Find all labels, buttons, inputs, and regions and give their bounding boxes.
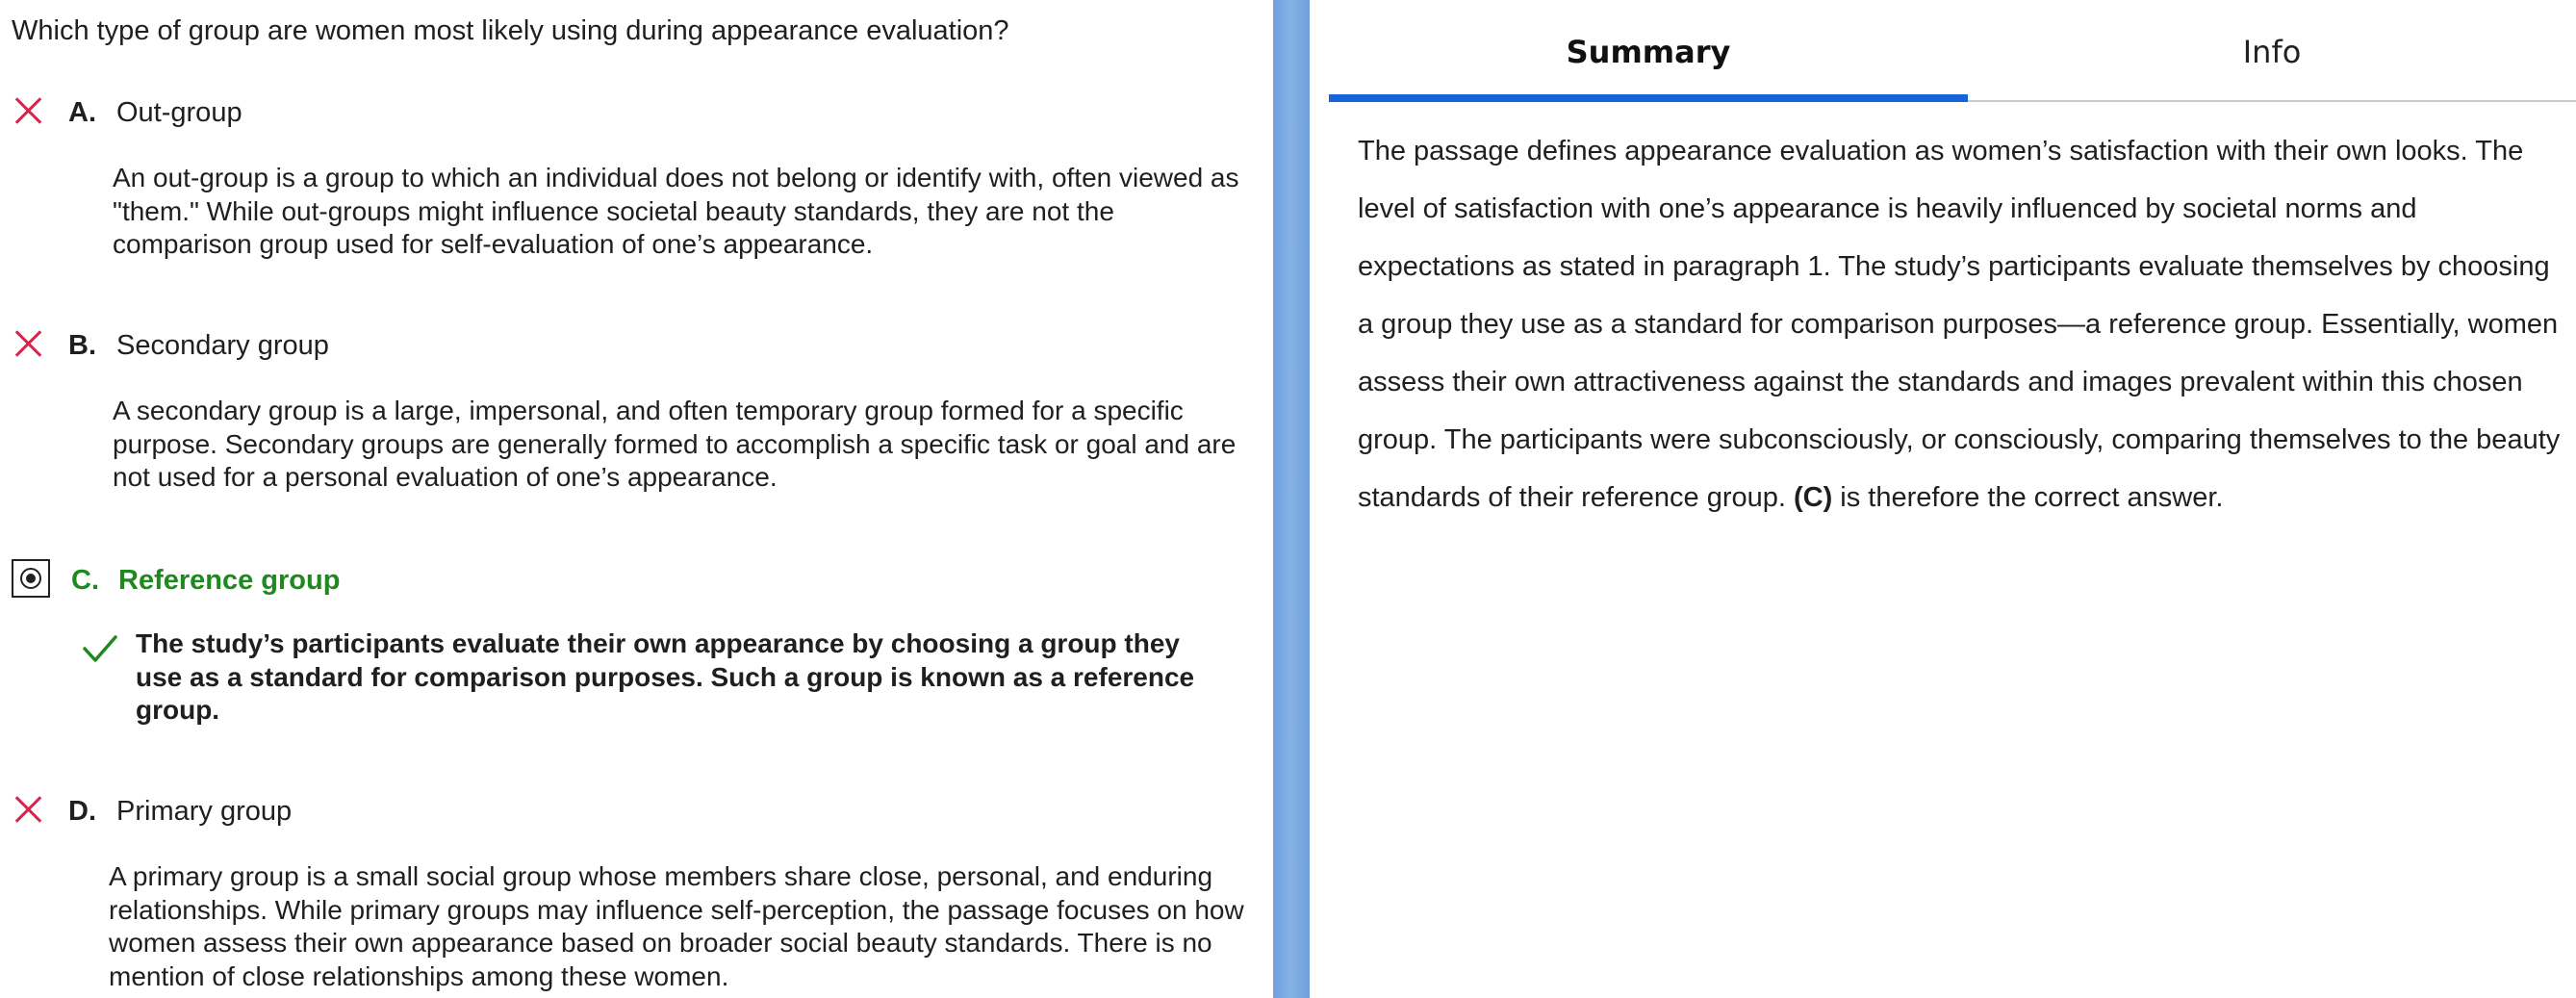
choice-letter: A. (68, 97, 96, 128)
choice-a[interactable] (0, 91, 1251, 136)
summary-text-main: The passage defines appearance evaluation as women’s satisfaction with their own looks. The level of satisfaction with one’s appearance is heavily influenced by societal norms and expectations as stated in paragraph 1. The study’s participants evaluate themselves by choosing a group they use as a standard for comparison purposes—a reference group. Essentially, women assess their own attractiveness against the standards and images prevalent within this chosen group. The participants were subconsciously, or consciously, comparing themselves to the beauty standards of their reference group. (1358, 136, 2561, 513)
question-pane (0, 0, 1273, 998)
tab-summary[interactable]: Summary (1329, 0, 1968, 102)
explanation-pane (1310, 0, 2576, 998)
choice-label: Primary group (116, 796, 293, 827)
choice-letter: D. (68, 796, 96, 827)
incorrect-x-icon (12, 93, 46, 128)
choice-a-explanation: An out-group is a group to which an individual does not belong or identify with, often viewed as "them." While out-groups might influence societal beauty standards, they are not the comparison group used for self-evaluation of one’s appearance. (113, 163, 1239, 259)
choice-label: Reference group (118, 565, 341, 596)
choice-c-explanation: The study’s participants evaluate their own appearance by choosing a group they use as a standard for comparison purposes. Such a group is known as a reference group. (136, 628, 1195, 725)
choice-letter: B. (68, 330, 96, 361)
choice-b-explanation: A secondary group is a large, impersonal, and often temporary group formed for a specific purpose. Secondary groups are generally formed to accomplish a specific task or goal and are not used for a personal evaluation of one’s appearance. (113, 396, 1237, 492)
selected-radio-button[interactable] (12, 559, 50, 598)
radio-circle-icon (20, 568, 41, 589)
pane-divider[interactable] (1273, 0, 1310, 998)
summary-text (1358, 122, 2561, 526)
choice-d[interactable] (0, 790, 1251, 834)
choice-letter: C. (71, 565, 99, 596)
tab-bar (1329, 0, 2576, 102)
choice-label: Secondary group (116, 330, 329, 361)
choice-b[interactable] (0, 324, 1251, 369)
tab-info[interactable]: Info (2242, 34, 2302, 70)
choice-d-explanation: A primary group is a small social group whose members share close, personal, and enduring relationships. While primary groups may influence self-perception, the passage focuses on how women assess their own appearance based on broader social beauty standards. There is no mention of close relationships among these women. (109, 861, 1244, 991)
incorrect-x-icon (12, 792, 46, 827)
choice-c[interactable] (0, 559, 1251, 603)
choice-label: Out-group (116, 97, 242, 128)
radio-dot-icon (26, 574, 36, 583)
summary-text-end: is therefore the correct answer. (1832, 482, 2224, 513)
answer-reference: (C) (1793, 482, 1833, 513)
question-text: Which type of group are women most likely using during appearance evaluation? (12, 15, 1009, 46)
correct-check-icon (81, 629, 119, 668)
incorrect-x-icon (12, 326, 46, 361)
